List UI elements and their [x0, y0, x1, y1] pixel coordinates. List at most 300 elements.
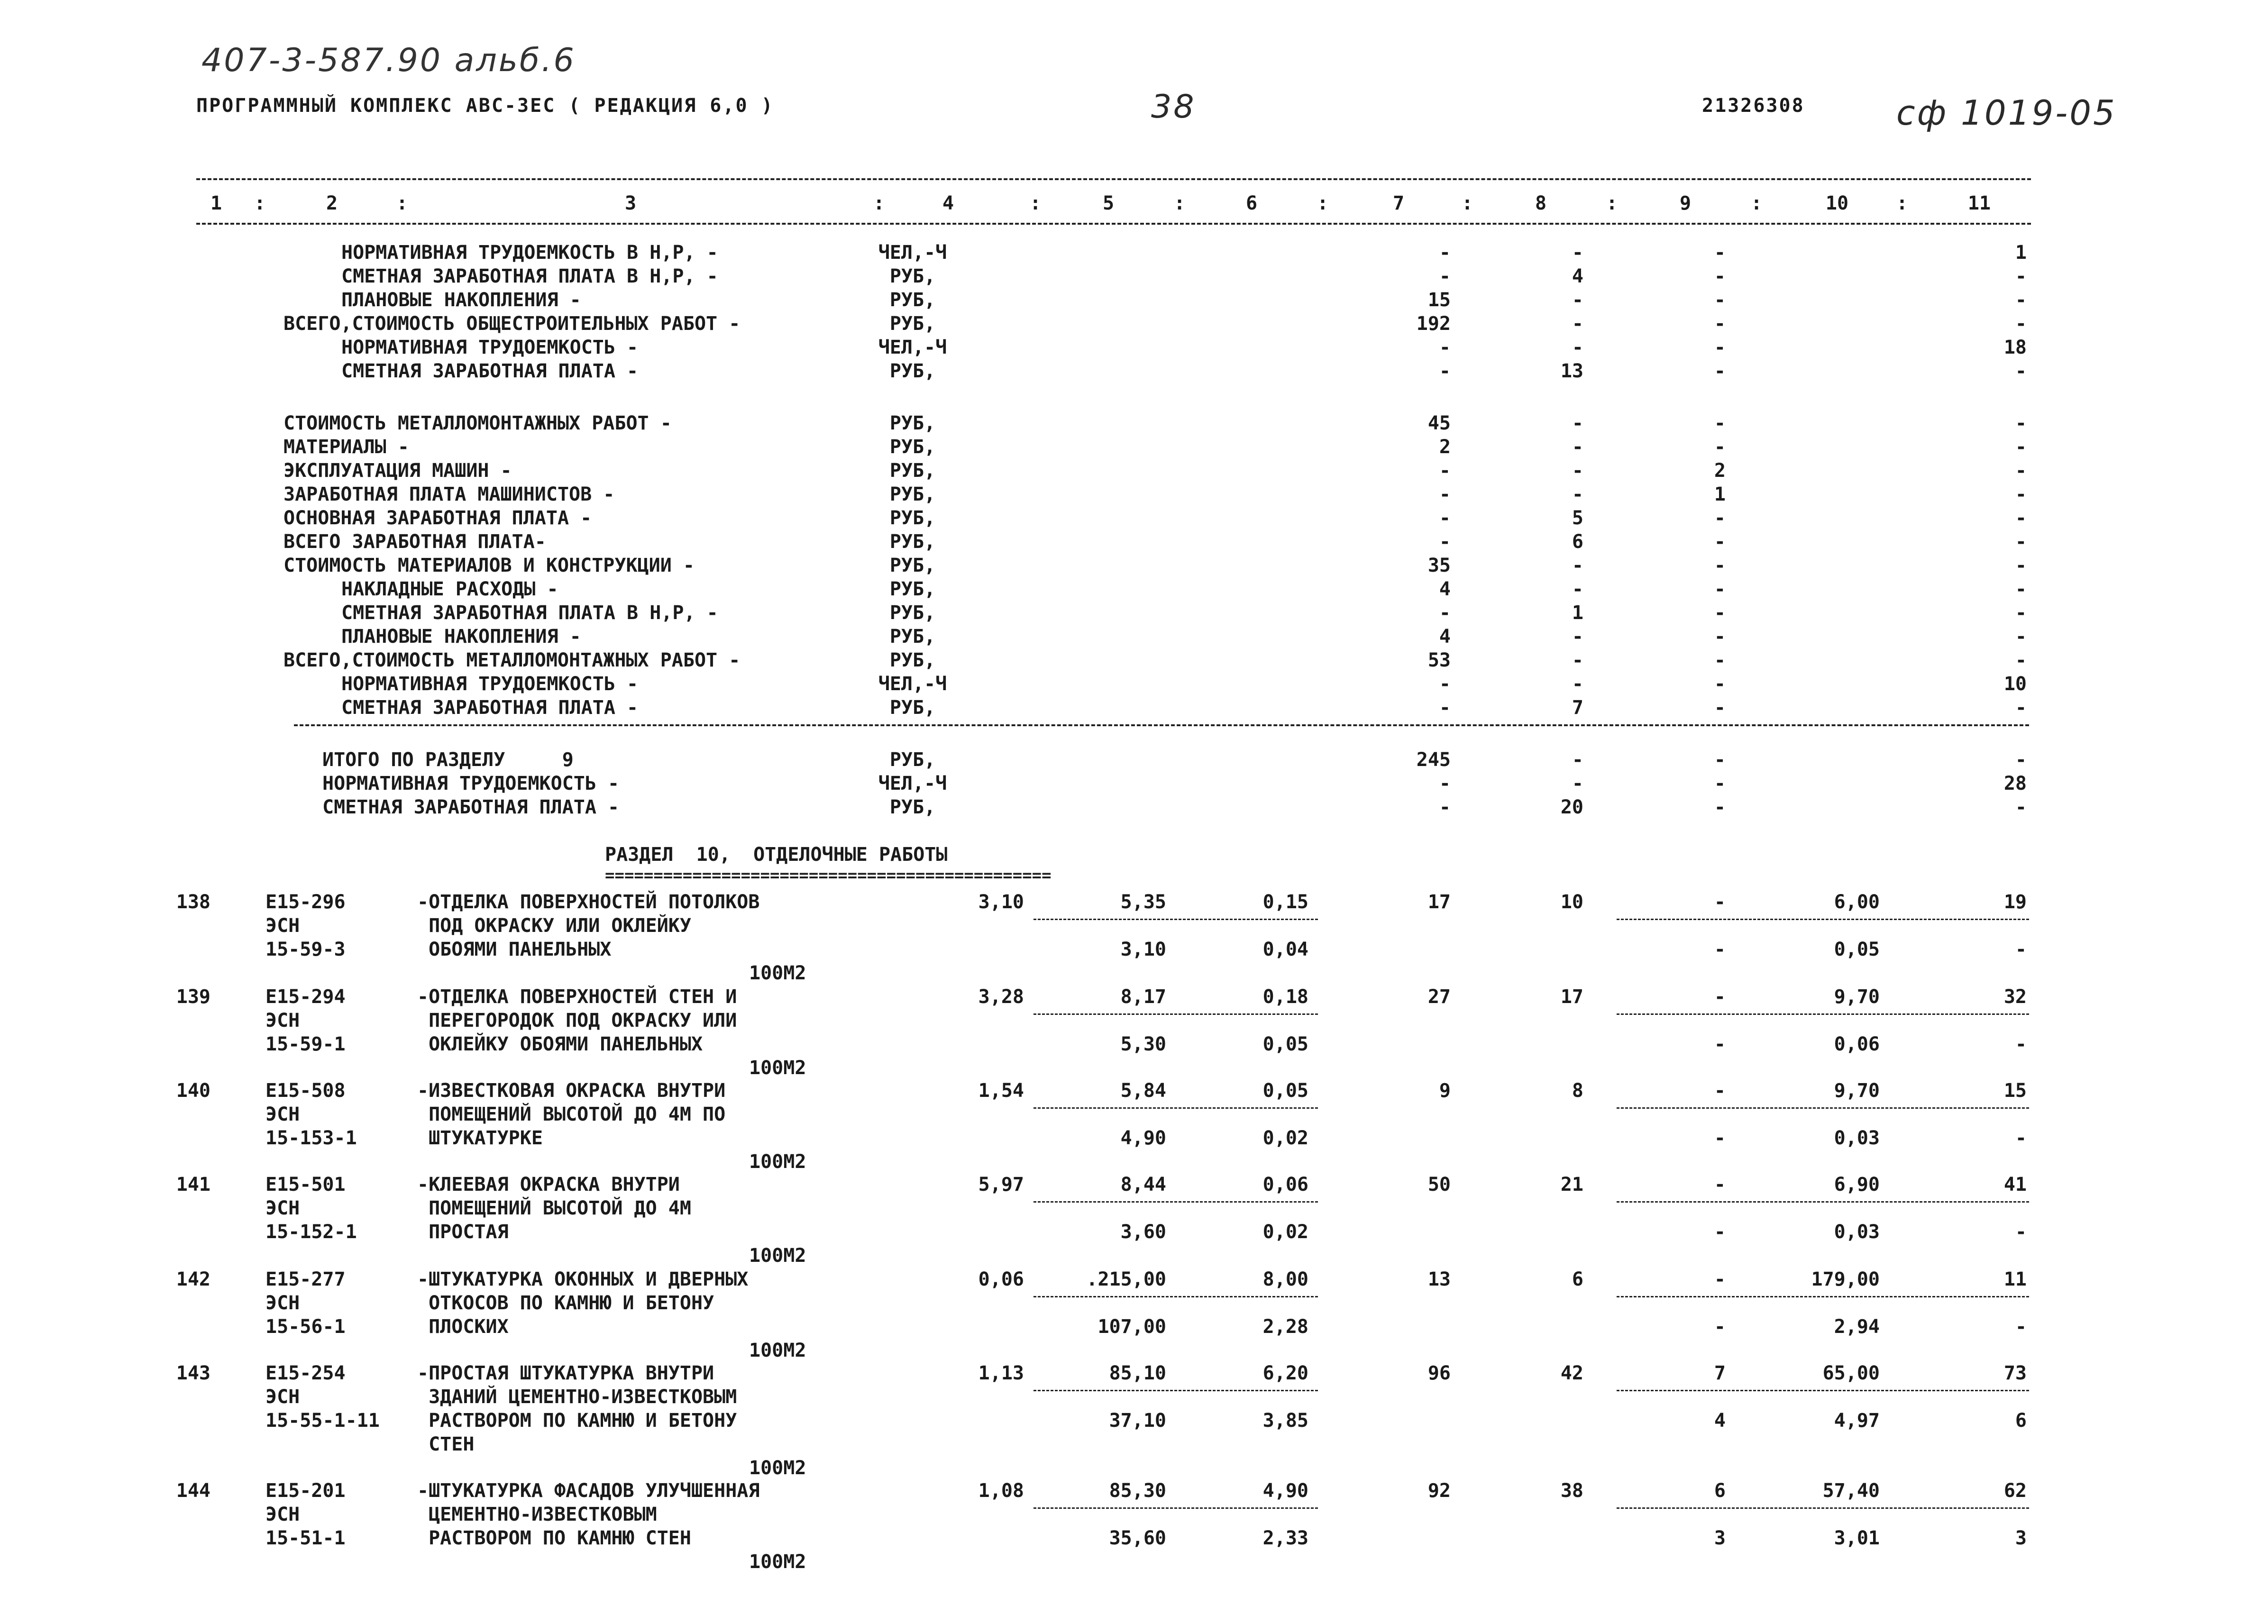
summary-row: [0, 577, 2268, 601]
cell-col10-sub: 0,03: [1834, 1221, 1880, 1243]
summary-row: [0, 288, 2268, 312]
cell-col7: -: [1439, 360, 1451, 382]
item-code-secondary: ЭСН: [265, 1386, 300, 1408]
row-description: ЭКСПЛУАТАЦИЯ МАШИН -: [284, 460, 512, 482]
cell-col11-sub: -: [2015, 1221, 2027, 1243]
cell-col9: 6: [1714, 1480, 1726, 1502]
document-number: 21326308: [1702, 95, 1805, 117]
cell-col9: -: [1714, 891, 1726, 913]
row-description: НАКЛАДНЫЕ РАСХОДЫ -: [341, 578, 558, 600]
summary-row: [0, 312, 2268, 336]
row-description: НОРМАТИВНАЯ ТРУДОЕМКОСТЬ -: [341, 673, 639, 695]
cell-col8: 1: [1572, 602, 1583, 624]
item-number: 141: [176, 1174, 210, 1195]
cell-col9: -: [1714, 289, 1726, 311]
cell-col4: 1,54: [978, 1080, 1024, 1102]
row-description: МАТЕРИАЛЫ -: [284, 436, 409, 458]
page-number: 38: [1151, 88, 1196, 126]
cell-col7: -: [1439, 531, 1451, 553]
cell-col7: 92: [1427, 1480, 1451, 1502]
item-description-line: ШТУКАТУРКЕ: [417, 1127, 543, 1149]
cell-col10-sub: 2,94: [1834, 1316, 1880, 1338]
cell-col4: 1,08: [978, 1480, 1024, 1502]
column-separator: :: [1173, 192, 1186, 214]
cell-col6: 0,15: [1262, 891, 1308, 913]
column-separator: :: [1461, 192, 1473, 214]
item-number: 139: [176, 986, 210, 1008]
cell-col10: 9,70: [1834, 1080, 1880, 1102]
item-code-secondary: ЭСН: [265, 1197, 300, 1219]
cell-col11-sub: -: [2015, 939, 2027, 960]
item-unit: 100М2: [749, 1245, 806, 1267]
summary-row: [0, 530, 2268, 554]
cell-col10: 6,90: [1834, 1174, 1880, 1195]
item-row: [0, 890, 2268, 914]
cell-col9: -: [1714, 555, 1726, 576]
row-unit: РУБ,: [889, 289, 936, 311]
cell-col7: 9: [1439, 1080, 1451, 1102]
row-unit: РУБ,: [889, 649, 936, 671]
summary-row: [0, 435, 2268, 459]
cell-col11: -: [2015, 436, 2027, 458]
item-row-cont: [0, 1103, 2268, 1126]
cell-col7: 2: [1439, 436, 1451, 458]
item-unit-row: [0, 1550, 2268, 1574]
item-number: 138: [176, 891, 210, 913]
item-description-line: ПЕРЕГОРОДОК ПОД ОКРАСКУ ИЛИ: [417, 1010, 737, 1031]
item-code-tertiary: 15-152-1: [265, 1221, 357, 1243]
column-number: 7: [1392, 192, 1405, 214]
item-description-line: -ОТДЕЛКА ПОВЕРХНОСТЕЙ ПОТОЛКОВ: [417, 891, 760, 913]
cell-col9: -: [1714, 436, 1726, 458]
row-unit: РУБ,: [889, 796, 936, 818]
column-separator: :: [1317, 192, 1329, 214]
cell-col10-sub: 0,03: [1834, 1127, 1880, 1149]
row-description: ПЛАНОВЫЕ НАКОПЛЕНИЯ -: [341, 626, 581, 648]
cell-col6-sub: 2,28: [1262, 1316, 1308, 1338]
item-row: [0, 1173, 2268, 1196]
row-description: СМЕТНАЯ ЗАРАБОТНАЯ ПЛАТА -: [341, 360, 639, 382]
cell-col11: 18: [2003, 337, 2027, 358]
column-separator: :: [1896, 192, 1908, 214]
summary-row: [0, 459, 2268, 483]
cell-col9: -: [1714, 1174, 1726, 1195]
cell-col9: -: [1714, 986, 1726, 1008]
row-unit: ЧЕЛ,-Ч: [878, 673, 947, 695]
row-description: ЗАРАБОТНАЯ ПЛАТА МАШИНИСТОВ -: [284, 484, 615, 505]
cell-col9-sub: -: [1714, 1221, 1726, 1243]
row-description: СМЕТНАЯ ЗАРАБОТНАЯ ПЛАТА В Н,Р, -: [341, 602, 718, 624]
item-number: 144: [176, 1480, 210, 1502]
cell-col11: 19: [2003, 891, 2027, 913]
item-description-line: РАСТВОРОМ ПО КАМНЮ СТЕН: [417, 1527, 691, 1549]
program-title: ПРОГРАММНЫЙ КОМПЛЕКС АВС-3ЕС ( РЕДАКЦИЯ 6,0 ): [196, 95, 774, 117]
cell-col5: .215,00: [1086, 1268, 1166, 1290]
cell-col7: -: [1439, 507, 1451, 529]
item-unit-row: [0, 1056, 2268, 1080]
item-code-tertiary: 15-59-3: [265, 939, 346, 960]
row-description: СМЕТНАЯ ЗАРАБОТНАЯ ПЛАТА -: [341, 697, 639, 719]
cell-col9: -: [1714, 531, 1726, 553]
summary-row: [0, 506, 2268, 530]
cell-col5: 5,35: [1120, 891, 1166, 913]
cell-col5: 8,17: [1120, 986, 1166, 1008]
row-description: СТОИМОСТЬ МЕТАЛЛОМОНТАЖНЫХ РАБОТ -: [284, 412, 672, 434]
cell-col10: 179,00: [1811, 1268, 1880, 1290]
cell-col11: 73: [2003, 1362, 2027, 1384]
cell-col11: -: [2015, 412, 2027, 434]
summary-row: [0, 554, 2268, 577]
column-number: 10: [1825, 192, 1849, 214]
item-row-cont: [0, 1032, 2268, 1056]
cell-col7: 245: [1416, 749, 1451, 771]
section-heading-row: [0, 843, 2268, 867]
cell-col7: -: [1439, 460, 1451, 482]
item-row-cont: [0, 1315, 2268, 1339]
cell-col8: -: [1572, 626, 1583, 648]
cell-col7: 53: [1427, 649, 1451, 671]
row-description: ВСЕГО,СТОИМОСТЬ МЕТАЛЛОМОНТАЖНЫХ РАБОТ -: [284, 649, 741, 671]
item-number: 140: [176, 1080, 210, 1102]
cell-col7: 17: [1427, 891, 1451, 913]
cell-col6: 4,90: [1262, 1480, 1308, 1502]
cell-col9: -: [1714, 313, 1726, 335]
summary-row: [0, 601, 2268, 625]
cell-col8: -: [1572, 555, 1583, 576]
row-description: ПЛАНОВЫЕ НАКОПЛЕНИЯ -: [341, 289, 581, 311]
summary-row: [0, 336, 2268, 359]
summary-row: [0, 359, 2268, 383]
summary-row: [0, 772, 2268, 795]
item-code-tertiary: 15-55-1-11: [265, 1410, 380, 1432]
cell-col11-sub: -: [2015, 1127, 2027, 1149]
cell-col8: 5: [1572, 507, 1583, 529]
summary-row: [0, 672, 2268, 696]
item-row: [0, 1268, 2268, 1291]
row-unit: РУБ,: [889, 626, 936, 648]
cell-col11: 11: [2003, 1268, 2027, 1290]
section-title: РАЗДЕЛ 10, ОТДЕЛОЧНЫЕ РАБОТЫ: [605, 844, 948, 866]
item-description-line: -КЛЕЕВАЯ ОКРАСКА ВНУТРИ: [417, 1174, 680, 1195]
cell-col6-sub: 3,85: [1262, 1410, 1308, 1432]
item-row-cont: [0, 1291, 2268, 1315]
section-underline: ==============================================: [605, 866, 1052, 885]
row-description: НОРМАТИВНАЯ ТРУДОЕМКОСТЬ -: [322, 773, 620, 794]
cell-col9: -: [1714, 412, 1726, 434]
cell-col11: -: [2015, 626, 2027, 648]
cell-col6: 0,06: [1262, 1174, 1308, 1195]
item-row-cont: [0, 914, 2268, 938]
cell-col7: 35: [1427, 555, 1451, 576]
column-number: 9: [1679, 192, 1692, 214]
handwritten-album-reference: 407-3-587.90 альб.6: [201, 42, 576, 79]
cell-col11: -: [2015, 796, 2027, 818]
row-description: ВСЕГО ЗАРАБОТНАЯ ПЛАТА-: [284, 531, 546, 553]
cell-col11: -: [2015, 531, 2027, 553]
cell-col6-sub: 2,33: [1262, 1527, 1308, 1549]
row-unit: РУБ,: [889, 749, 936, 771]
cell-col11: 32: [2003, 986, 2027, 1008]
cell-col5: 8,44: [1120, 1174, 1166, 1195]
cell-col5-sub: 107,00: [1097, 1316, 1166, 1338]
cell-col10: 6,00: [1834, 891, 1880, 913]
item-description-line: -ШТУКАТУРКА ФАСАДОВ УЛУЧШЕННАЯ: [417, 1480, 760, 1502]
cell-col11: -: [2015, 265, 2027, 287]
item-description-line: ЦЕМЕНТНО-ИЗВЕСТКОВЫМ: [417, 1504, 657, 1525]
cell-col10-sub: 0,05: [1834, 939, 1880, 960]
item-row: [0, 1361, 2268, 1385]
item-unit-row: [0, 1456, 2268, 1480]
item-code: Е15-201: [265, 1480, 346, 1502]
row-description: ОСНОВНАЯ ЗАРАБОТНАЯ ПЛАТА -: [284, 507, 592, 529]
item-unit: 100М2: [749, 962, 806, 984]
cell-col11: -: [2015, 360, 2027, 382]
item-code: Е15-508: [265, 1080, 346, 1102]
row-unit: ЧЕЛ,-Ч: [878, 242, 947, 264]
cell-col7: -: [1439, 796, 1451, 818]
cell-col5-sub: 4,90: [1120, 1127, 1166, 1149]
cell-col7: 50: [1427, 1174, 1451, 1195]
cell-col7: 4: [1439, 626, 1451, 648]
cell-col8: 6: [1572, 1268, 1583, 1290]
cell-col7: -: [1439, 602, 1451, 624]
cell-col11-sub: 3: [2015, 1527, 2027, 1549]
cell-col8: 38: [1560, 1480, 1583, 1502]
cell-col5-sub: 35,60: [1109, 1527, 1166, 1549]
cell-col8: -: [1572, 484, 1583, 505]
column-separator: :: [873, 192, 885, 214]
cell-col9: -: [1714, 796, 1726, 818]
column-number: 6: [1245, 192, 1258, 214]
summary-row: [0, 411, 2268, 435]
cell-col11: 15: [2003, 1080, 2027, 1102]
cell-col6-sub: 0,04: [1262, 939, 1308, 960]
cell-col11: -: [2015, 289, 2027, 311]
item-description-line: ОТКОСОВ ПО КАМНЮ И БЕТОНУ: [417, 1292, 714, 1314]
cell-col11: -: [2015, 555, 2027, 576]
cell-col8: -: [1572, 460, 1583, 482]
cell-col5-sub: 5,30: [1120, 1033, 1166, 1055]
cell-col7: 15: [1427, 289, 1451, 311]
item-code-tertiary: 15-59-1: [265, 1033, 346, 1055]
summary-row: [0, 696, 2268, 720]
item-description-line: СТЕН: [417, 1433, 475, 1455]
cell-col9: -: [1714, 1268, 1726, 1290]
cell-col8: 8: [1572, 1080, 1583, 1102]
item-code-tertiary: 15-153-1: [265, 1127, 357, 1149]
cell-col9: -: [1714, 749, 1726, 771]
row-unit: РУБ,: [889, 578, 936, 600]
cell-col6: 0,05: [1262, 1080, 1308, 1102]
cell-col9: -: [1714, 360, 1726, 382]
cell-col7: -: [1439, 673, 1451, 695]
item-unit: 100М2: [749, 1340, 806, 1361]
cell-col11: -: [2015, 649, 2027, 671]
item-row-cont: [0, 1126, 2268, 1150]
cell-col9: 1: [1714, 484, 1726, 505]
cell-col7: -: [1439, 337, 1451, 358]
cell-col8: -: [1572, 289, 1583, 311]
item-row-cont: [0, 1009, 2268, 1032]
summary-row: [0, 241, 2268, 265]
cell-col9: -: [1714, 626, 1726, 648]
item-row-cont: [0, 1503, 2268, 1526]
cell-col9: -: [1714, 602, 1726, 624]
cell-col11: -: [2015, 749, 2027, 771]
item-code-tertiary: 15-56-1: [265, 1316, 346, 1338]
cell-col9: -: [1714, 673, 1726, 695]
cell-col10: 9,70: [1834, 986, 1880, 1008]
item-row: [0, 1079, 2268, 1103]
item-code-secondary: ЭСН: [265, 1010, 300, 1031]
item-row: [0, 1479, 2268, 1503]
cell-col7: -: [1439, 484, 1451, 505]
cell-col9: -: [1714, 242, 1726, 264]
cell-col9: -: [1714, 649, 1726, 671]
item-unit-row: [0, 1339, 2268, 1362]
handwritten-code: сф 1019-05: [1896, 93, 2117, 133]
cell-col7: 192: [1416, 313, 1451, 335]
cell-col7: -: [1439, 773, 1451, 794]
item-description-line: -ШТУКАТУРКА ОКОННЫХ И ДВЕРНЫХ: [417, 1268, 749, 1290]
item-unit: 100М2: [749, 1551, 806, 1573]
cell-col8: -: [1572, 749, 1583, 771]
cell-col9: -: [1714, 265, 1726, 287]
cell-col8: 10: [1560, 891, 1583, 913]
item-row-cont: [0, 1385, 2268, 1409]
cell-col9: -: [1714, 507, 1726, 529]
cell-col9: -: [1714, 1080, 1726, 1102]
column-number: 8: [1535, 192, 1547, 214]
item-description-line: ПРОСТАЯ: [417, 1221, 509, 1243]
item-code: Е15-277: [265, 1268, 346, 1290]
item-description-line: РАСТВОРОМ ПО КАМНЮ И БЕТОНУ: [417, 1410, 737, 1432]
cell-col8: -: [1572, 673, 1583, 695]
cell-col8: -: [1572, 436, 1583, 458]
cell-col9-sub: -: [1714, 1316, 1726, 1338]
cell-col11: 1: [2015, 242, 2027, 264]
cell-col11: -: [2015, 460, 2027, 482]
summary-row: [0, 795, 2268, 819]
cell-col9-sub: -: [1714, 939, 1726, 960]
item-description-line: ЗДАНИЙ ЦЕМЕНТНО-ИЗВЕСТКОВЫМ: [417, 1386, 737, 1408]
row-unit: РУБ,: [889, 360, 936, 382]
item-row-cont: [0, 1409, 2268, 1432]
row-description: ИТОГО ПО РАЗДЕЛУ 9: [322, 749, 574, 771]
row-unit: РУБ,: [889, 507, 936, 529]
cell-col8: 4: [1572, 265, 1583, 287]
cell-col7: -: [1439, 697, 1451, 719]
item-description-line: -ОТДЕЛКА ПОВЕРХНОСТЕЙ СТЕН И: [417, 986, 737, 1008]
cell-col8: -: [1572, 242, 1583, 264]
cell-col10: 65,00: [1822, 1362, 1880, 1384]
cell-col11: -: [2015, 602, 2027, 624]
column-separator: :: [1606, 192, 1618, 214]
cell-col8: 13: [1560, 360, 1583, 382]
cell-col11: -: [2015, 313, 2027, 335]
cell-col8: 42: [1560, 1362, 1583, 1384]
row-unit: РУБ,: [889, 436, 936, 458]
cell-col7: -: [1439, 265, 1451, 287]
cell-col8: -: [1572, 578, 1583, 600]
cell-col8: 20: [1560, 796, 1583, 818]
cell-col9: -: [1714, 697, 1726, 719]
column-separator: :: [1750, 192, 1763, 214]
cell-col8: -: [1572, 337, 1583, 358]
cell-col4: 5,97: [978, 1174, 1024, 1195]
item-description-line: -ИЗВЕСТКОВАЯ ОКРАСКА ВНУТРИ: [417, 1080, 726, 1102]
item-number: 142: [176, 1268, 210, 1290]
row-unit: ЧЕЛ,-Ч: [878, 337, 947, 358]
cell-col8: 17: [1560, 986, 1583, 1008]
cell-col9: -: [1714, 773, 1726, 794]
cell-col6: 6,20: [1262, 1362, 1308, 1384]
row-unit: РУБ,: [889, 555, 936, 576]
cell-col6: 0,18: [1262, 986, 1308, 1008]
summary-row: [0, 483, 2268, 506]
column-number: 4: [942, 192, 954, 214]
item-unit: 100М2: [749, 1057, 806, 1079]
row-description: СМЕТНАЯ ЗАРАБОТНАЯ ПЛАТА -: [322, 796, 620, 818]
cell-col7: 45: [1427, 412, 1451, 434]
row-description: СТОИМОСТЬ МАТЕРИАЛОВ И КОНСТРУКЦИИ -: [284, 555, 695, 576]
row-description: СМЕТНАЯ ЗАРАБОТНАЯ ПЛАТА В Н,Р, -: [341, 265, 718, 287]
cell-col10-sub: 3,01: [1834, 1527, 1880, 1549]
column-separator: :: [396, 192, 408, 214]
row-unit: ЧЕЛ,-Ч: [878, 773, 947, 794]
cell-col8: 6: [1572, 531, 1583, 553]
cell-col5: 85,10: [1109, 1362, 1166, 1384]
cell-col5: 85,30: [1109, 1480, 1166, 1502]
cell-col9-sub: -: [1714, 1033, 1726, 1055]
item-description-line: ПЛОСКИХ: [417, 1316, 509, 1338]
cell-col10-sub: 4,97: [1834, 1410, 1880, 1432]
column-number: 5: [1102, 192, 1115, 214]
item-unit-row: [0, 961, 2268, 985]
cell-col10: 57,40: [1822, 1480, 1880, 1502]
column-separator: :: [1029, 192, 1042, 214]
column-number: 11: [1967, 192, 1991, 214]
cell-col7: 96: [1427, 1362, 1451, 1384]
item-code: Е15-254: [265, 1362, 346, 1384]
row-description: НОРМАТИВНАЯ ТРУДОЕМКОСТЬ -: [341, 337, 639, 358]
item-code: Е15-501: [265, 1174, 346, 1195]
cell-col9: -: [1714, 578, 1726, 600]
item-description-line: -ПРОСТАЯ ШТУКАТУРКА ВНУТРИ: [417, 1362, 714, 1384]
item-row: [0, 985, 2268, 1009]
cell-col11: 62: [2003, 1480, 2027, 1502]
cell-col11: -: [2015, 484, 2027, 505]
row-unit: РУБ,: [889, 602, 936, 624]
cell-col11: 10: [2003, 673, 2027, 695]
item-description-line: ПОД ОКРАСКУ ИЛИ ОКЛЕЙКУ: [417, 915, 691, 937]
item-row-cont: [0, 938, 2268, 961]
cell-col7: -: [1439, 242, 1451, 264]
summary-row: [0, 625, 2268, 648]
item-unit-row: [0, 1244, 2268, 1268]
column-number: 1: [210, 192, 222, 214]
item-code: Е15-294: [265, 986, 346, 1008]
cell-col8: 21: [1560, 1174, 1583, 1195]
item-code-secondary: ЭСН: [265, 1104, 300, 1125]
row-unit: РУБ,: [889, 484, 936, 505]
cell-col6: 8,00: [1262, 1268, 1308, 1290]
item-row-cont: [0, 1196, 2268, 1220]
cell-col6-sub: 0,05: [1262, 1033, 1308, 1055]
cell-col4: 3,28: [978, 986, 1024, 1008]
cell-col5: 5,84: [1120, 1080, 1166, 1102]
cell-col8: -: [1572, 412, 1583, 434]
